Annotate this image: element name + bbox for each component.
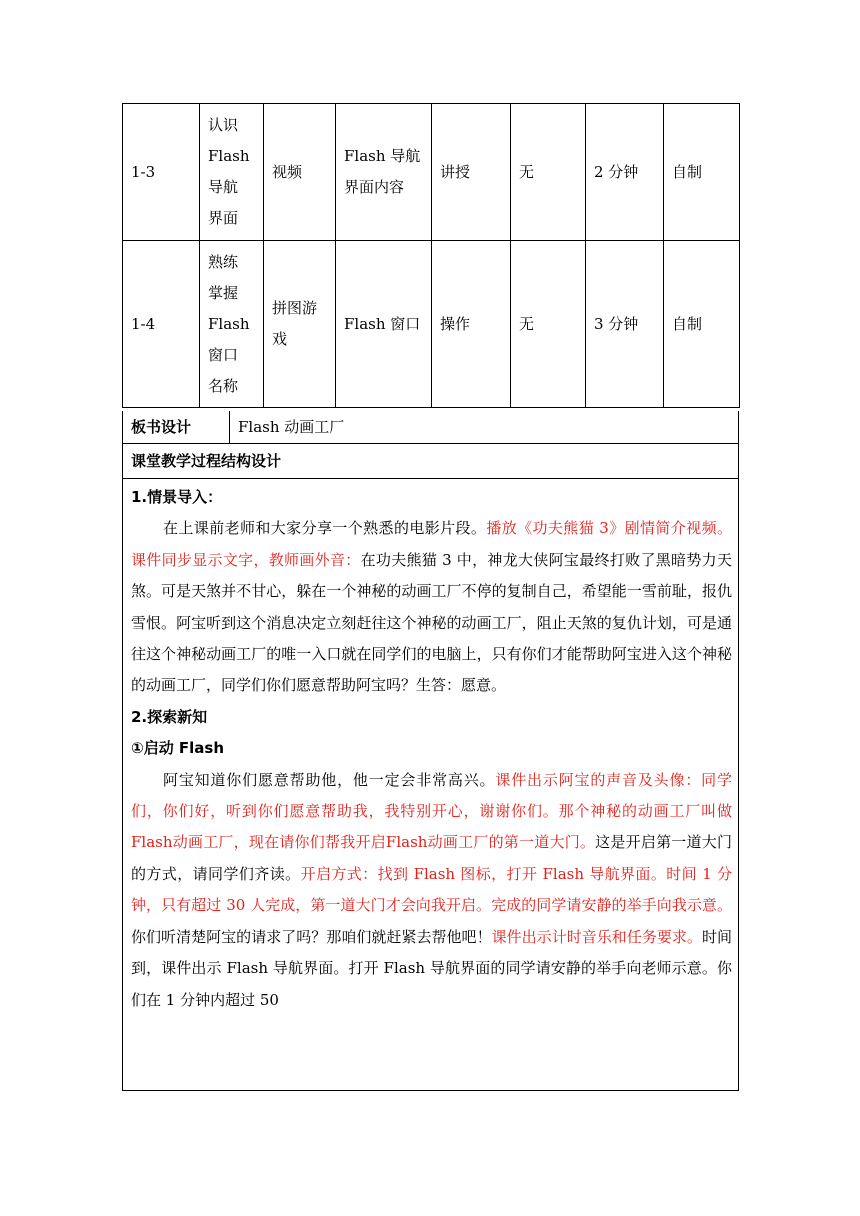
section-title-explore: 2.探索新知: [131, 707, 208, 726]
goal-line: 认识: [208, 116, 239, 134]
row-time: 2 分钟: [586, 104, 664, 241]
row-extra: 无: [511, 241, 586, 408]
text-run: 你们听清楚阿宝的请求了吗？那咱们就赶紧去帮他吧！: [131, 927, 492, 946]
text-run-red: 播放《功夫熊猫 3》剧情简介视频。课件同步显示文字，教师画外音：: [131, 519, 732, 569]
goal-line: 熟练: [208, 252, 239, 271]
text-run: 时间到，课件出示 Flash 导航界面。打开 Flash 导航界面的同学请安静的举手向老师示意。你们在 1 分钟内超过 50: [131, 927, 732, 1009]
goal-line: Flash: [208, 314, 250, 333]
row-form: [264, 241, 336, 408]
form-line: 戏: [272, 330, 288, 348]
text-run-red: 课件出示阿宝的声音及头像：同学们，你们好，听到你们愿意帮助我，我特别开心，谢谢你们。那个神秘的动画工厂叫做Flash动画工厂，现在请你们帮我开启Flash动画工厂的第一道大门。: [131, 770, 732, 852]
text-run: 在上课前老师和大家分享一个熟悉的电影片段。: [163, 519, 487, 538]
text-run-red: 开启方式：找到 Flash 图标，打开 Flash 导航界面。时间 1 分钟，只有超过 30 人完成，第一道大门才会向我开启。完成的同学请安静的举手向我示意。: [131, 864, 732, 915]
text-run: 阿宝知道你们愿意帮助他，他一定会非常高兴。: [163, 770, 496, 789]
goal-line: 掌握: [208, 283, 239, 302]
resource-table: [122, 103, 740, 408]
content-line: Flash 导航: [344, 147, 421, 165]
paragraph-intro: [131, 513, 732, 701]
row-form: 视频: [264, 104, 336, 241]
board-design-value: Flash 动画工厂: [238, 418, 345, 436]
board-design-label: 板书设计: [123, 411, 230, 443]
form-line: 拼图游: [272, 299, 318, 317]
paragraph-launch: [131, 765, 732, 1016]
row-id: 1-4: [123, 241, 200, 408]
row-source: 自制: [664, 104, 740, 241]
row-id: 1-3: [123, 104, 200, 241]
goal-line: 名称: [208, 376, 239, 395]
process-content: [122, 478, 739, 1091]
row-method: 操作: [432, 241, 511, 408]
row-goal: [200, 241, 264, 408]
row-goal: [200, 104, 264, 241]
table-row: [123, 241, 740, 408]
goal-line: 界面: [208, 209, 239, 227]
row-content: [336, 241, 432, 408]
goal-line: 窗口: [208, 345, 239, 364]
goal-line: Flash: [208, 147, 250, 165]
goal-line: 导航: [208, 178, 239, 196]
structure-heading: 课堂教学过程结构设计: [131, 452, 282, 470]
text-run: 在功夫熊猫 3 中，神龙大侠阿宝最终打败了黑暗势力天煞。可是天煞并不甘心，躲在一个神秘的动画工厂不停的复制自己，希望能一雪前耻，报仇雪恨。阿宝听到这个消息决定立刻赶往这个神秘的动画工厂，阻止天煞的复仇计划，可是通往这个神秘动画工厂的唯一入口就在同学们的电脑上，只有你们才能帮助阿宝进入这个神秘的动画工厂，同学们你们愿意帮助阿宝吗？生答：愿意。: [131, 550, 732, 695]
row-time: 3 分钟: [586, 241, 664, 408]
board-design-row: [122, 411, 739, 444]
row-source: 自制: [664, 241, 740, 408]
text-run-red: 课件出示计时音乐和任务要求。: [491, 927, 702, 946]
content-line: 界面内容: [344, 178, 405, 196]
row-content: [336, 104, 432, 241]
subsection-title-launch: ①启动 Flash: [131, 739, 225, 758]
table-row: [123, 104, 740, 241]
section-title-intro: 1.情景导入：: [131, 488, 223, 506]
structure-heading-row: [122, 444, 739, 479]
row-method: 讲授: [432, 104, 511, 241]
content-line: Flash 窗口: [344, 314, 421, 333]
row-extra: 无: [511, 104, 586, 241]
text-run: 这是开启第一道大门的方式，请同学们齐读。: [131, 833, 732, 883]
